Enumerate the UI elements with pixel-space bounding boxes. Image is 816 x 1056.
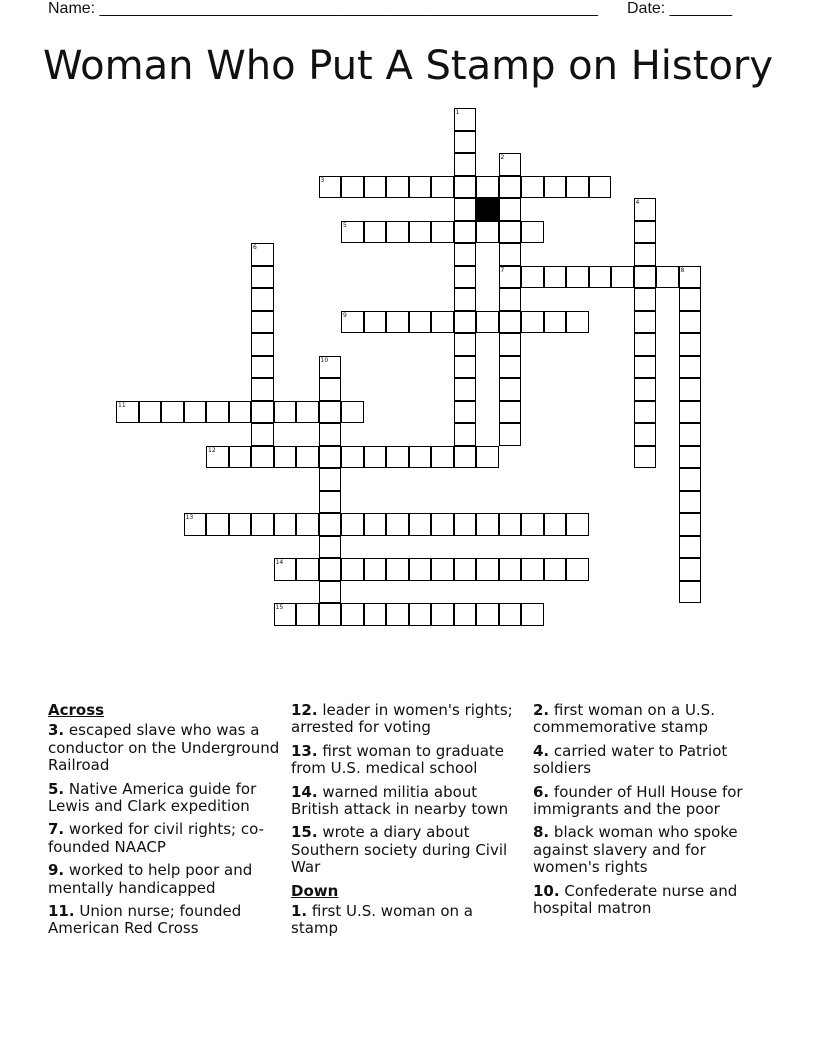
grid-cell[interactable] — [409, 603, 432, 626]
grid-cell[interactable] — [341, 513, 364, 536]
grid-cell[interactable] — [409, 558, 432, 581]
grid-cell[interactable] — [274, 513, 297, 536]
grid-cell[interactable] — [274, 603, 297, 626]
clue-text: warned militia about British attack in nearby town — [291, 782, 509, 819]
clue-text: first woman on a U.S. commemorative stamp — [533, 701, 715, 737]
clue-number: 2. — [533, 701, 550, 719]
grid-cell[interactable] — [251, 266, 274, 289]
clue-number: 5. — [48, 779, 65, 798]
clue-down-4 — [533, 743, 765, 778]
grid-cell[interactable] — [409, 446, 432, 469]
clue-down-8 — [533, 824, 765, 876]
grid-cell[interactable] — [251, 378, 274, 401]
clue-across-12 — [291, 702, 523, 737]
grid-cell[interactable] — [431, 176, 454, 199]
clue-across-9 — [48, 862, 280, 897]
grid-cell[interactable] — [341, 446, 364, 469]
grid-cell[interactable] — [499, 513, 522, 536]
cell-number: 2 — [500, 154, 505, 161]
grid-cell[interactable] — [454, 243, 477, 266]
grid-cell[interactable] — [476, 603, 499, 626]
grid-cell[interactable] — [409, 311, 432, 334]
clue-across-5 — [48, 781, 280, 816]
grid-cell[interactable] — [319, 356, 342, 379]
grid-cell[interactable] — [431, 558, 454, 581]
grid-cell[interactable] — [319, 491, 342, 514]
grid-cell[interactable] — [499, 176, 522, 199]
grid-cell[interactable] — [386, 513, 409, 536]
grid-cell[interactable] — [634, 401, 657, 424]
grid-cell[interactable] — [454, 176, 477, 199]
grid-cell[interactable] — [454, 603, 477, 626]
grid-cell[interactable] — [679, 356, 702, 379]
grid-cell[interactable] — [206, 401, 229, 424]
grid-cell[interactable] — [499, 603, 522, 626]
cell-number: 13 — [185, 514, 194, 521]
grid-cell[interactable] — [296, 603, 319, 626]
grid-cell[interactable] — [679, 288, 702, 311]
grid-cell[interactable] — [521, 221, 544, 244]
cell-number: 9 — [343, 311, 347, 319]
grid-cell[interactable] — [454, 378, 477, 401]
clue-text: black woman who spoke against slavery and for women's rights — [533, 823, 738, 877]
grid-cell[interactable] — [499, 401, 522, 424]
grid-cell[interactable] — [454, 333, 477, 356]
grid-cell[interactable] — [296, 446, 319, 469]
clue-down-2 — [533, 702, 765, 737]
grid-cell[interactable] — [454, 131, 477, 154]
grid-cell[interactable] — [319, 378, 342, 401]
grid-cell[interactable] — [499, 333, 522, 356]
grid-cell[interactable] — [656, 266, 679, 289]
grid-cell[interactable] — [206, 513, 229, 536]
grid-cell[interactable] — [274, 558, 297, 581]
grid-cell[interactable] — [251, 423, 274, 446]
grid-cell[interactable] — [499, 356, 522, 379]
grid-cell[interactable] — [454, 108, 477, 131]
grid-cell[interactable] — [431, 446, 454, 469]
grid-cell[interactable] — [409, 221, 432, 244]
grid-cell[interactable] — [364, 603, 387, 626]
clue-number: 7. — [48, 820, 65, 839]
grid-cell[interactable] — [634, 288, 657, 311]
grid-cell[interactable] — [229, 446, 252, 469]
grid-cell[interactable] — [454, 221, 477, 244]
clue-column-3 — [533, 702, 765, 923]
clue-number: 9. — [48, 861, 65, 880]
down-heading: Down — [291, 881, 339, 900]
grid-cell[interactable] — [251, 356, 274, 379]
grid-cell[interactable] — [679, 536, 702, 559]
grid-cell[interactable] — [454, 311, 477, 334]
clue-text: first woman to graduate from U.S. medical school — [291, 741, 504, 778]
grid-cell[interactable] — [566, 266, 589, 289]
clue-number: 11. — [48, 902, 75, 921]
grid-cell[interactable] — [319, 603, 342, 626]
grid-cell[interactable] — [521, 513, 544, 536]
clue-text: carried water to Patriot soldiers — [533, 741, 728, 778]
clue-text: worked to help poor and mentally handicapped — [48, 861, 253, 897]
grid-cell[interactable] — [341, 176, 364, 199]
grid-cell[interactable] — [251, 401, 274, 424]
grid-cell[interactable] — [476, 446, 499, 469]
cell-number: 3 — [320, 176, 325, 184]
grid-cell[interactable] — [184, 513, 207, 536]
grid-cell[interactable] — [634, 356, 657, 379]
clue-number: 1. — [291, 902, 308, 921]
grid-cell[interactable] — [544, 266, 567, 289]
grid-cell[interactable] — [679, 513, 702, 536]
grid-cell[interactable] — [229, 513, 252, 536]
grid-cell[interactable] — [341, 311, 364, 334]
cell-number: 6 — [253, 244, 257, 251]
grid-cell[interactable] — [679, 401, 702, 424]
grid-cell[interactable] — [634, 446, 657, 469]
grid-cell[interactable] — [544, 311, 567, 334]
grid-cell[interactable] — [319, 468, 342, 491]
grid-cell[interactable] — [319, 401, 342, 424]
cell-number: 1 — [455, 109, 460, 116]
cell-number: 7 — [500, 266, 505, 274]
grid-cell[interactable] — [341, 558, 364, 581]
grid-cell[interactable] — [521, 176, 544, 199]
grid-cell[interactable] — [544, 558, 567, 581]
clue-across-7 — [48, 821, 280, 856]
grid-cell[interactable] — [634, 221, 657, 244]
grid-cell[interactable] — [274, 401, 297, 424]
clue-number: 3. — [48, 721, 65, 740]
grid-cell[interactable] — [589, 176, 612, 199]
clue-number: 4. — [533, 741, 550, 760]
clue-across-13 — [291, 743, 523, 778]
grid-cell[interactable] — [409, 513, 432, 536]
clue-text: Union nurse; founded American Red Cross — [48, 902, 242, 938]
clue-down-10 — [533, 883, 765, 918]
page-title: Woman Who Put A Stamp on History — [42, 43, 774, 89]
clue-text: first U.S. woman on a stamp — [291, 902, 473, 938]
clue-down-1 — [291, 903, 523, 938]
grid-cell[interactable] — [499, 423, 522, 446]
cell-number: 5 — [343, 221, 347, 229]
grid-cell[interactable] — [386, 603, 409, 626]
grid-cell[interactable] — [499, 378, 522, 401]
grid-cell[interactable] — [454, 288, 477, 311]
grid-cell[interactable] — [364, 513, 387, 536]
cell-number: 11 — [118, 401, 126, 409]
grid-cell[interactable] — [499, 221, 522, 244]
cell-number: 8 — [680, 266, 685, 274]
grid-cell[interactable] — [319, 513, 342, 536]
clue-number: 12. — [291, 701, 318, 719]
grid-cell[interactable] — [251, 513, 274, 536]
grid-cell[interactable] — [319, 446, 342, 469]
grid-cell[interactable] — [319, 581, 342, 604]
grid-cell[interactable] — [679, 333, 702, 356]
grid-cell[interactable] — [634, 423, 657, 446]
clue-across-11 — [48, 903, 280, 938]
grid-cell[interactable] — [386, 446, 409, 469]
clue-text: leader in women's rights; arrested for voting — [291, 701, 513, 737]
grid-cell[interactable] — [229, 401, 252, 424]
grid-cell[interactable] — [679, 423, 702, 446]
grid-cell[interactable] — [364, 446, 387, 469]
grid-cell[interactable] — [521, 311, 544, 334]
grid-cell[interactable] — [679, 468, 702, 491]
cell-number: 12 — [208, 446, 216, 454]
clue-text: founder of Hull House for immigrants and the poor — [533, 782, 743, 819]
grid-cell[interactable] — [476, 176, 499, 199]
grid-cell[interactable] — [566, 176, 589, 199]
grid-cell[interactable] — [679, 491, 702, 514]
grid-cell[interactable] — [251, 333, 274, 356]
clue-text: worked for civil rights; co-founded NAACP — [48, 820, 264, 856]
grid-cell[interactable] — [319, 536, 342, 559]
clue-number: 8. — [533, 823, 550, 842]
grid-cell[interactable] — [319, 558, 342, 581]
grid-cell[interactable] — [296, 558, 319, 581]
grid-cell[interactable] — [364, 311, 387, 334]
grid-cell[interactable] — [679, 446, 702, 469]
grid-cell[interactable] — [454, 558, 477, 581]
grid-cell[interactable] — [499, 198, 522, 221]
grid-cell[interactable] — [409, 176, 432, 199]
grid-cell[interactable] — [341, 603, 364, 626]
grid-cell[interactable] — [341, 221, 364, 244]
grid-cell[interactable] — [319, 176, 342, 199]
grid-cell[interactable] — [679, 581, 702, 604]
grid-cell[interactable] — [499, 243, 522, 266]
grid-cell[interactable] — [521, 558, 544, 581]
cell-number: 15 — [275, 604, 284, 611]
grid-cell[interactable] — [679, 266, 702, 289]
grid-cell[interactable] — [431, 603, 454, 626]
grid-cell[interactable] — [454, 446, 477, 469]
clue-down-6 — [533, 784, 765, 819]
grid-cell[interactable] — [161, 401, 184, 424]
date-field-label: Date: _______ — [627, 0, 732, 17]
grid-cell[interactable] — [274, 446, 297, 469]
grid-cell[interactable] — [454, 356, 477, 379]
grid-cell[interactable] — [634, 243, 657, 266]
grid-cell[interactable] — [476, 558, 499, 581]
grid-cell[interactable] — [296, 401, 319, 424]
grid-cell[interactable] — [634, 266, 657, 289]
grid-cell[interactable] — [499, 288, 522, 311]
clue-number: 10. — [533, 881, 560, 900]
grid-cell[interactable] — [499, 311, 522, 334]
grid-cell[interactable] — [566, 311, 589, 334]
grid-cell[interactable] — [566, 558, 589, 581]
grid-cell[interactable] — [364, 221, 387, 244]
grid-cell[interactable] — [634, 311, 657, 334]
grid-cell[interactable] — [454, 198, 477, 221]
grid-cell[interactable] — [206, 446, 229, 469]
grid-cell[interactable] — [499, 266, 522, 289]
grid-cell[interactable] — [634, 378, 657, 401]
clue-number: 15. — [291, 823, 318, 842]
grid-cell[interactable] — [454, 153, 477, 176]
clue-text: escaped slave who was a conductor on the Underground Railroad — [48, 721, 280, 775]
clue-across-3 — [48, 722, 280, 774]
grid-cell[interactable] — [544, 176, 567, 199]
black-cell — [476, 198, 499, 221]
grid-cell[interactable] — [454, 401, 477, 424]
grid-cell[interactable] — [679, 311, 702, 334]
clue-text: wrote a diary about Southern society during Civil War — [291, 823, 508, 877]
clue-number: 14. — [291, 782, 318, 801]
grid-cell[interactable] — [566, 513, 589, 536]
grid-cell[interactable] — [296, 513, 319, 536]
grid-cell[interactable] — [116, 401, 139, 424]
grid-cell[interactable] — [476, 221, 499, 244]
grid-cell[interactable] — [431, 311, 454, 334]
cell-number: 10 — [320, 356, 329, 364]
across-heading: Across — [48, 701, 105, 719]
grid-cell[interactable] — [679, 378, 702, 401]
grid-cell[interactable] — [431, 513, 454, 536]
grid-cell[interactable] — [431, 221, 454, 244]
grid-cell[interactable] — [184, 401, 207, 424]
grid-cell[interactable] — [251, 311, 274, 334]
grid-cell[interactable] — [634, 198, 657, 221]
clue-text: Confederate nurse and hospital matron — [533, 881, 738, 918]
grid-cell[interactable] — [521, 603, 544, 626]
name-field-label: Name: ________________________________________________________ — [48, 0, 598, 17]
clue-column-2 — [291, 702, 523, 944]
grid-cell[interactable] — [589, 266, 612, 289]
cell-number: 4 — [635, 199, 640, 206]
grid-cell[interactable] — [611, 266, 634, 289]
clue-number: 6. — [533, 782, 550, 801]
grid-cell[interactable] — [251, 243, 274, 266]
grid-cell[interactable] — [251, 446, 274, 469]
grid-cell[interactable] — [454, 513, 477, 536]
clue-across-14 — [291, 784, 523, 819]
grid-cell[interactable] — [364, 176, 387, 199]
grid-cell[interactable] — [386, 176, 409, 199]
grid-cell[interactable] — [454, 266, 477, 289]
grid-cell[interactable] — [499, 153, 522, 176]
clue-text: Native America guide for Lewis and Clark expedition — [48, 779, 257, 816]
grid-cell[interactable] — [454, 423, 477, 446]
grid-cell[interactable] — [386, 221, 409, 244]
cell-number: 14 — [275, 559, 284, 566]
clue-across-15 — [291, 824, 523, 876]
grid-cell[interactable] — [341, 401, 364, 424]
grid-cell[interactable] — [476, 513, 499, 536]
grid-cell[interactable] — [386, 311, 409, 334]
grid-cell[interactable] — [544, 513, 567, 536]
grid-cell[interactable] — [319, 423, 342, 446]
grid-cell[interactable] — [634, 333, 657, 356]
clue-column-1 — [48, 702, 280, 944]
grid-cell[interactable] — [139, 401, 162, 424]
grid-cell[interactable] — [364, 558, 387, 581]
grid-cell[interactable] — [476, 311, 499, 334]
clue-number: 13. — [291, 741, 318, 760]
grid-cell[interactable] — [251, 288, 274, 311]
grid-cell[interactable] — [499, 558, 522, 581]
grid-cell[interactable] — [679, 558, 702, 581]
grid-cell[interactable] — [386, 558, 409, 581]
grid-cell[interactable] — [521, 266, 544, 289]
